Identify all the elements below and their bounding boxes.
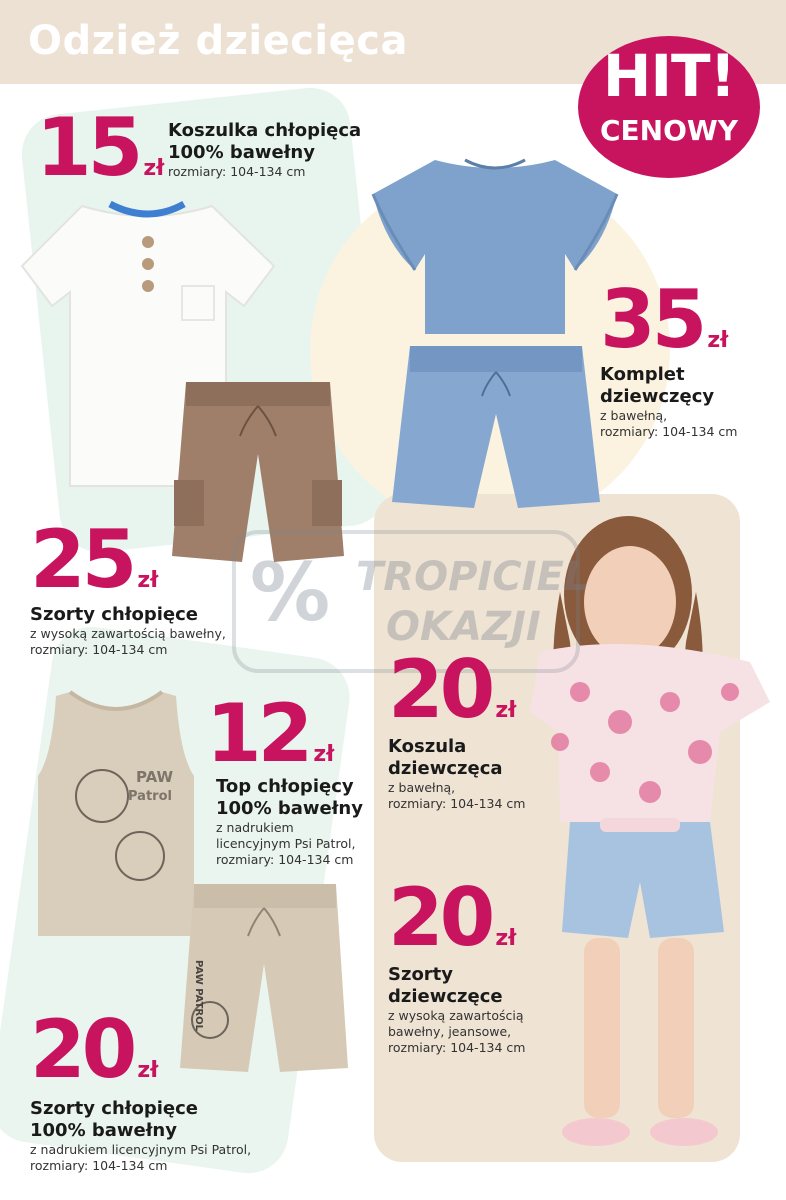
product-desc-line: z wysoką zawartością bawełny, <box>30 626 226 641</box>
watermark-line1: TROPICIEL <box>356 554 590 600</box>
price-tag <box>36 101 165 194</box>
product-desc-line: rozmiary: 104-134 cm <box>30 1158 168 1173</box>
page-title: Odzież dziecięca <box>28 18 408 64</box>
price-tag <box>388 871 517 964</box>
product-desc-line: rozmiary: 104-134 cm <box>216 852 354 867</box>
price-currency: zł <box>143 156 165 181</box>
price-currency: zł <box>137 1058 159 1083</box>
product-title-line: 100% bawełny <box>30 1120 177 1141</box>
badge-line2: CENOWY <box>599 114 739 147</box>
product-desc-line: rozmiary: 104-134 cm <box>30 642 168 657</box>
price-currency: zł <box>495 926 517 951</box>
price-currency: zł <box>313 742 335 767</box>
product-desc-line: rozmiary: 104-134 cm <box>168 164 306 179</box>
product-title-line: Komplet <box>600 364 685 385</box>
price-currency: zł <box>707 328 729 353</box>
product-title-line: dziewczęcy <box>600 386 715 407</box>
price-value: 20 <box>388 871 492 964</box>
price-value: 35 <box>600 273 704 366</box>
denim-top-image <box>365 154 625 338</box>
product-info <box>30 1098 251 1174</box>
percent-icon: % <box>250 546 331 639</box>
product-desc-line: rozmiary: 104-134 cm <box>600 424 738 439</box>
watermark-line2: OKAZJI <box>386 604 541 650</box>
product-desc-line: z wysoką zawartością <box>388 1008 524 1023</box>
product-info <box>216 776 363 868</box>
product-title-line: Szorty <box>388 964 454 985</box>
product-title-line: 100% bawełny <box>168 142 315 163</box>
product-title-line: Szorty chłopięce <box>30 604 198 625</box>
price-tag <box>206 687 335 780</box>
price-value: 12 <box>206 687 310 780</box>
product-info <box>388 964 525 1056</box>
badge-line1: HIT! <box>602 42 736 110</box>
product-desc-line: z bawełną, <box>388 780 456 795</box>
price-tag <box>30 513 159 606</box>
product-desc-line: z nadrukiem <box>216 820 294 835</box>
product-title-line: 100% bawełny <box>216 798 363 819</box>
price-tag <box>388 643 517 736</box>
tank-print-patrol: Patrol <box>128 789 172 804</box>
price-value: 20 <box>30 1003 134 1096</box>
product-desc-line: bawełny, jeansowe, <box>388 1024 512 1039</box>
price-value: 15 <box>36 101 140 194</box>
product-desc-line: licencyjnym Psi Patrol, <box>216 836 356 851</box>
product-info <box>168 120 361 180</box>
price-tag <box>30 1003 159 1096</box>
denim-shorts-set-image <box>388 342 604 512</box>
product-title-line: Koszulka chłopięca <box>168 120 362 141</box>
product-desc-line: rozmiary: 104-134 cm <box>388 796 526 811</box>
product-desc-line: z nadrukiem licencyjnym Psi Patrol, <box>30 1142 252 1157</box>
product-info <box>30 604 226 658</box>
price-currency: zł <box>137 568 159 593</box>
product-title-line: dziewczęce <box>388 986 503 1007</box>
product-info <box>600 364 737 440</box>
price-value: 25 <box>30 513 134 606</box>
product-info <box>388 736 525 812</box>
product-title-line: dziewczęca <box>388 758 503 779</box>
price-value: 20 <box>388 643 492 736</box>
product-title-line: Top chłopięcy <box>216 776 354 797</box>
product-title-line: Koszula <box>388 736 467 757</box>
shorts-print-text: PAW PATROL <box>193 960 204 1031</box>
product-title-line: Szorty chłopięce <box>30 1098 198 1119</box>
product-desc-line: rozmiary: 104-134 cm <box>388 1040 526 1055</box>
tank-print-paw: PAW <box>136 768 174 786</box>
product-desc-line: z bawełną, <box>600 408 668 423</box>
price-currency: zł <box>495 698 517 723</box>
price-tag <box>600 273 729 366</box>
